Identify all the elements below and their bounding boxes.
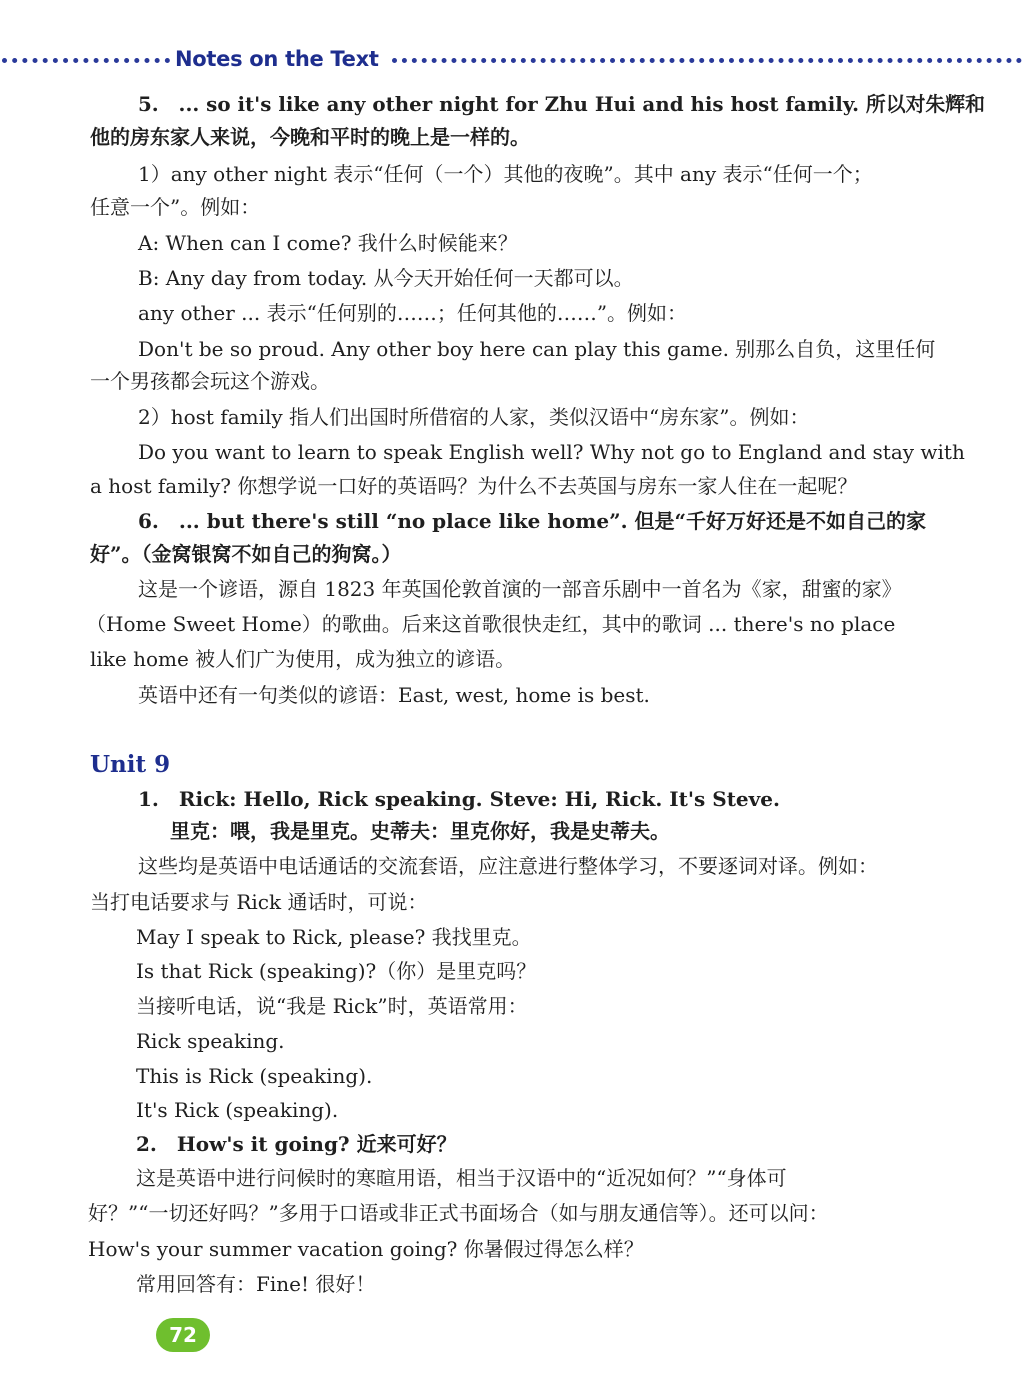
note-5-paragraph-1-line-1: 1）any other night 表示“任何（一个）其他的夜晚”。其中 any 表示“任何一个； (138, 162, 873, 186)
note-5-example-c-line-1: Don't be so proud. Any other boy here can play this game. 别那么自负，这里任何 (138, 337, 936, 361)
unit-9-title: Unit 9 (90, 751, 171, 778)
unit-9-note-1-paragraph-2: 当接听电话，说“我是 Rick”时，英语常用： (136, 994, 528, 1018)
note-6-paragraph-1-line-2: （Home Sweet Home）的歌曲。后来这首歌很快走红，其中的歌词 ... there's no place (86, 612, 896, 636)
note-5-heading-line-1: 5. ... so it's like any other night for Zhu Hui and his host family. 所以对朱辉和 (138, 92, 985, 116)
note-5-example-c-line-2: 一个男孩都会玩这个游戏。 (90, 369, 330, 393)
note-5-example-a: A: When can I come? 我什么时候能来？ (138, 231, 518, 255)
unit-9-example-5: It's Rick (speaking). (136, 1098, 339, 1122)
note-5-example-d-line-1: Do you want to learn to speak English well? Why not go to England and stay with (138, 440, 965, 464)
unit-9-note-2-paragraph-1-line-1: 这是英语中进行问候时的寒暄用语，相当于汉语中的“近况如何？”“身体可 (136, 1166, 787, 1190)
unit-9-note-1-paragraph-1-line-1: 这些均是英语中电话通话的交流套语，应注意进行整体学习，不要逐词对译。例如： (138, 854, 878, 878)
header-title: Notes on the Text (175, 47, 379, 71)
unit-9-example-2: Is that Rick (speaking)?（你）是里克吗？ (136, 959, 537, 983)
note-6-paragraph-1-line-1: 这是一个谚语，源自 1823 年英国伦敦首演的一部音乐剧中一首名为《家，甜蜜的家》 (138, 577, 902, 601)
note-6-paragraph-1-line-3: like home 被人们广为使用，成为独立的谚语。 (90, 647, 516, 671)
note-6-heading-line-2: 好”。（金窝银窝不如自己的狗窝。） (90, 542, 402, 566)
unit-9-note-1-heading: 1. Rick: Hello, Rick speaking. Steve: Hi, Rick. It's Steve. (138, 787, 780, 811)
note-5-example-b: B: Any day from today. 从今天开始任何一天都可以。 (138, 266, 634, 290)
note-5-paragraph-1-line-2: 任意一个”。例如： (90, 195, 261, 219)
note-5-example-d-line-2: a host family? 你想学说一口好的英语吗？为什么不去英国与房东一家人住在一起呢？ (90, 474, 858, 498)
unit-9-note-2-example-1: How's your summer vacation going? 你暑假过得怎么样？ (88, 1237, 644, 1261)
unit-9-note-2-heading: 2. How's it going? 近来可好？ (136, 1132, 457, 1156)
unit-9-note-2-paragraph-2: 常用回答有：Fine! 很好！ (136, 1272, 376, 1296)
unit-9-example-3: Rick speaking. (136, 1029, 285, 1053)
unit-9-example-1: May I speak to Rick, please? 我找里克。 (136, 925, 532, 949)
unit-9-note-1-translation: 里克：喂，我是里克。史蒂夫：里克你好，我是史蒂夫。 (170, 819, 670, 843)
note-6-paragraph-2: 英语中还有一句类似的谚语：East, west, home is best. (138, 683, 650, 707)
header-dotted-rule-left (2, 58, 170, 63)
note-5-any-other-explanation: any other ... 表示“任何别的……；任何其他的……”。例如： (138, 301, 688, 325)
section-header (0, 44, 1024, 74)
note-5-paragraph-2: 2）host family 指人们出国时所借宿的人家，类似汉语中“房东家”。例如： (138, 405, 810, 429)
unit-9-note-2-paragraph-1-line-2: 好？”“一切还好吗？”多用于口语或非正式书面场合（如与朋友通信等）。还可以问： (88, 1201, 829, 1225)
note-6-heading-line-1: 6. ... but there's still “no place like home”. 但是“千好万好还是不如自己的家 (138, 509, 927, 533)
note-5-heading-line-2: 他的房东家人来说，今晚和平时的晚上是一样的。 (90, 125, 530, 149)
page-number-badge: 72 (156, 1318, 210, 1352)
unit-9-example-4: This is Rick (speaking). (136, 1064, 373, 1088)
header-dotted-rule-right (392, 58, 1022, 63)
unit-9-note-1-paragraph-1-line-2: 当打电话要求与 Rick 通话时，可说： (90, 890, 428, 914)
